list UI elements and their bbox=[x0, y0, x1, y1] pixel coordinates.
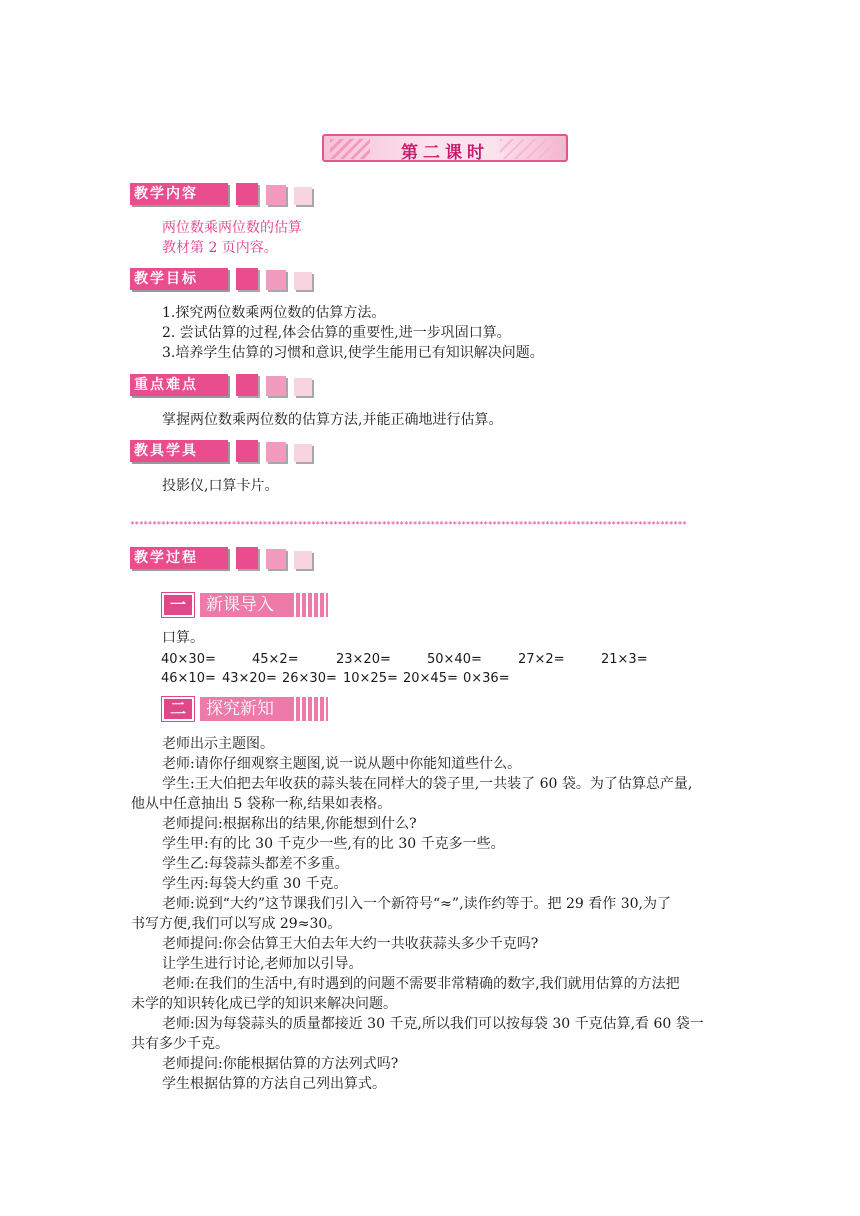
body-line: 老师提问:你会估算王大伯去年大约一共收获蒜头多少千克吗? bbox=[162, 936, 539, 952]
body-line: 他从中任意抽出 5 袋称一称,结果如表格。 bbox=[131, 796, 392, 812]
calc-item: 50×40= bbox=[427, 652, 482, 667]
calc-item: 46×10= bbox=[161, 671, 216, 686]
subhead-part2 bbox=[162, 697, 362, 721]
body-line: 共有多少千克。 bbox=[131, 1036, 229, 1052]
body-line: 老师提问:你能根据估算的方法列式吗? bbox=[162, 1056, 399, 1072]
decor-square bbox=[266, 549, 286, 569]
subhead-title: 新课导入 bbox=[200, 593, 326, 617]
body-line: 书写方便,我们可以写成 29≈30。 bbox=[131, 916, 342, 932]
calc-item: 10×25= bbox=[343, 671, 398, 686]
body-line: 学生:王大伯把去年收获的蒜头装在同样大的袋子里,一共装了 60 袋。为了估算总产量, bbox=[162, 776, 693, 792]
body-line: 让学生进行讨论,老师加以引导。 bbox=[162, 956, 363, 972]
decor-square bbox=[236, 440, 258, 462]
star-divider: ****************************************************************************************************************************** bbox=[130, 520, 687, 529]
content-line: 两位数乘两位数的估算 bbox=[162, 220, 302, 236]
calc-item: 20×45= bbox=[403, 671, 458, 686]
body-line: 老师提问:根据称出的结果,你能想到什么? bbox=[162, 816, 417, 832]
body-line: 老师:在我们的生活中,有时遇到的问题不需要非常精确的数字,我们就用估算的方法把 bbox=[162, 976, 680, 992]
calc-item: 0×36= bbox=[463, 671, 510, 686]
subhead-number: 二 bbox=[162, 697, 194, 721]
subhead-part1 bbox=[162, 593, 362, 617]
calc-item: 21×3= bbox=[601, 652, 648, 667]
goal-line: 2. 尝试估算的过程,体会估算的重要性,进一步巩固口算。 bbox=[162, 325, 511, 341]
body-line: 学生甲:有的比 30 千克少一些,有的比 30 千克多一些。 bbox=[162, 836, 505, 852]
section-label: 教学目标 bbox=[130, 268, 228, 290]
decor-square bbox=[266, 270, 286, 290]
calc-item: 45×2= bbox=[252, 652, 299, 667]
calc-item: 43×20= bbox=[222, 671, 277, 686]
decor-square bbox=[294, 551, 312, 569]
decor-square bbox=[266, 376, 286, 396]
calc-item: 23×20= bbox=[336, 652, 391, 667]
section-label: 重点难点 bbox=[130, 374, 228, 396]
calc-item: 40×30= bbox=[161, 652, 216, 667]
decor-square bbox=[294, 378, 312, 396]
tools-line: 投影仪,口算卡片。 bbox=[162, 478, 279, 494]
section-label: 教学内容 bbox=[130, 183, 228, 205]
content-line: 教材第 2 页内容。 bbox=[162, 240, 278, 256]
decor-square bbox=[266, 442, 286, 462]
body-line: 老师:请你仔细观察主题图,说一说从题中你能知道些什么。 bbox=[162, 756, 522, 772]
goal-line: 3.培养学生估算的习惯和意识,使学生能用已有知识解决问题。 bbox=[162, 345, 544, 361]
decor-square bbox=[236, 547, 258, 569]
section-label: 教学过程 bbox=[130, 547, 228, 569]
decor-square bbox=[236, 183, 258, 205]
body-line: 未学的知识转化成已学的知识来解决问题。 bbox=[131, 996, 397, 1012]
decor-square bbox=[236, 374, 258, 396]
body-line: 学生乙:每袋蒜头都差不多重。 bbox=[162, 856, 349, 872]
calc-row-1 bbox=[0, 651, 860, 669]
body-line: 老师:说到“大约”这节课我们引入一个新符号“≈”,读作约等于。把 29 看作 30,为了 bbox=[162, 896, 671, 912]
decor-square bbox=[266, 185, 286, 205]
body-line: 学生根据估算的方法自己列出算式。 bbox=[162, 1076, 386, 1092]
subhead-number: 一 bbox=[162, 593, 194, 617]
calc-row-2 bbox=[0, 670, 860, 688]
decor-square bbox=[294, 272, 312, 290]
subhead-title: 探究新知 bbox=[200, 697, 326, 721]
key-point-line: 掌握两位数乘两位数的估算方法,并能正确地进行估算。 bbox=[162, 412, 503, 428]
goal-line: 1.探究两位数乘两位数的估算方法。 bbox=[162, 305, 386, 321]
body-line: 学生丙:每袋大约重 30 千克。 bbox=[162, 876, 348, 892]
decor-square bbox=[294, 187, 312, 205]
part1-intro: 口算。 bbox=[162, 630, 204, 646]
calc-item: 26×30= bbox=[282, 671, 337, 686]
body-line: 老师:因为每袋蒜头的质量都接近 30 千克,所以我们可以按每袋 30 千克估算,看 60 袋一 bbox=[162, 1016, 704, 1032]
lesson-title-banner bbox=[322, 134, 568, 162]
decor-square bbox=[294, 444, 312, 462]
calc-item: 27×2= bbox=[518, 652, 565, 667]
body-line: 老师出示主题图。 bbox=[162, 736, 274, 752]
lesson-title: 第二课时 bbox=[401, 143, 489, 162]
decor-square bbox=[236, 268, 258, 290]
section-label: 教具学具 bbox=[130, 440, 228, 462]
